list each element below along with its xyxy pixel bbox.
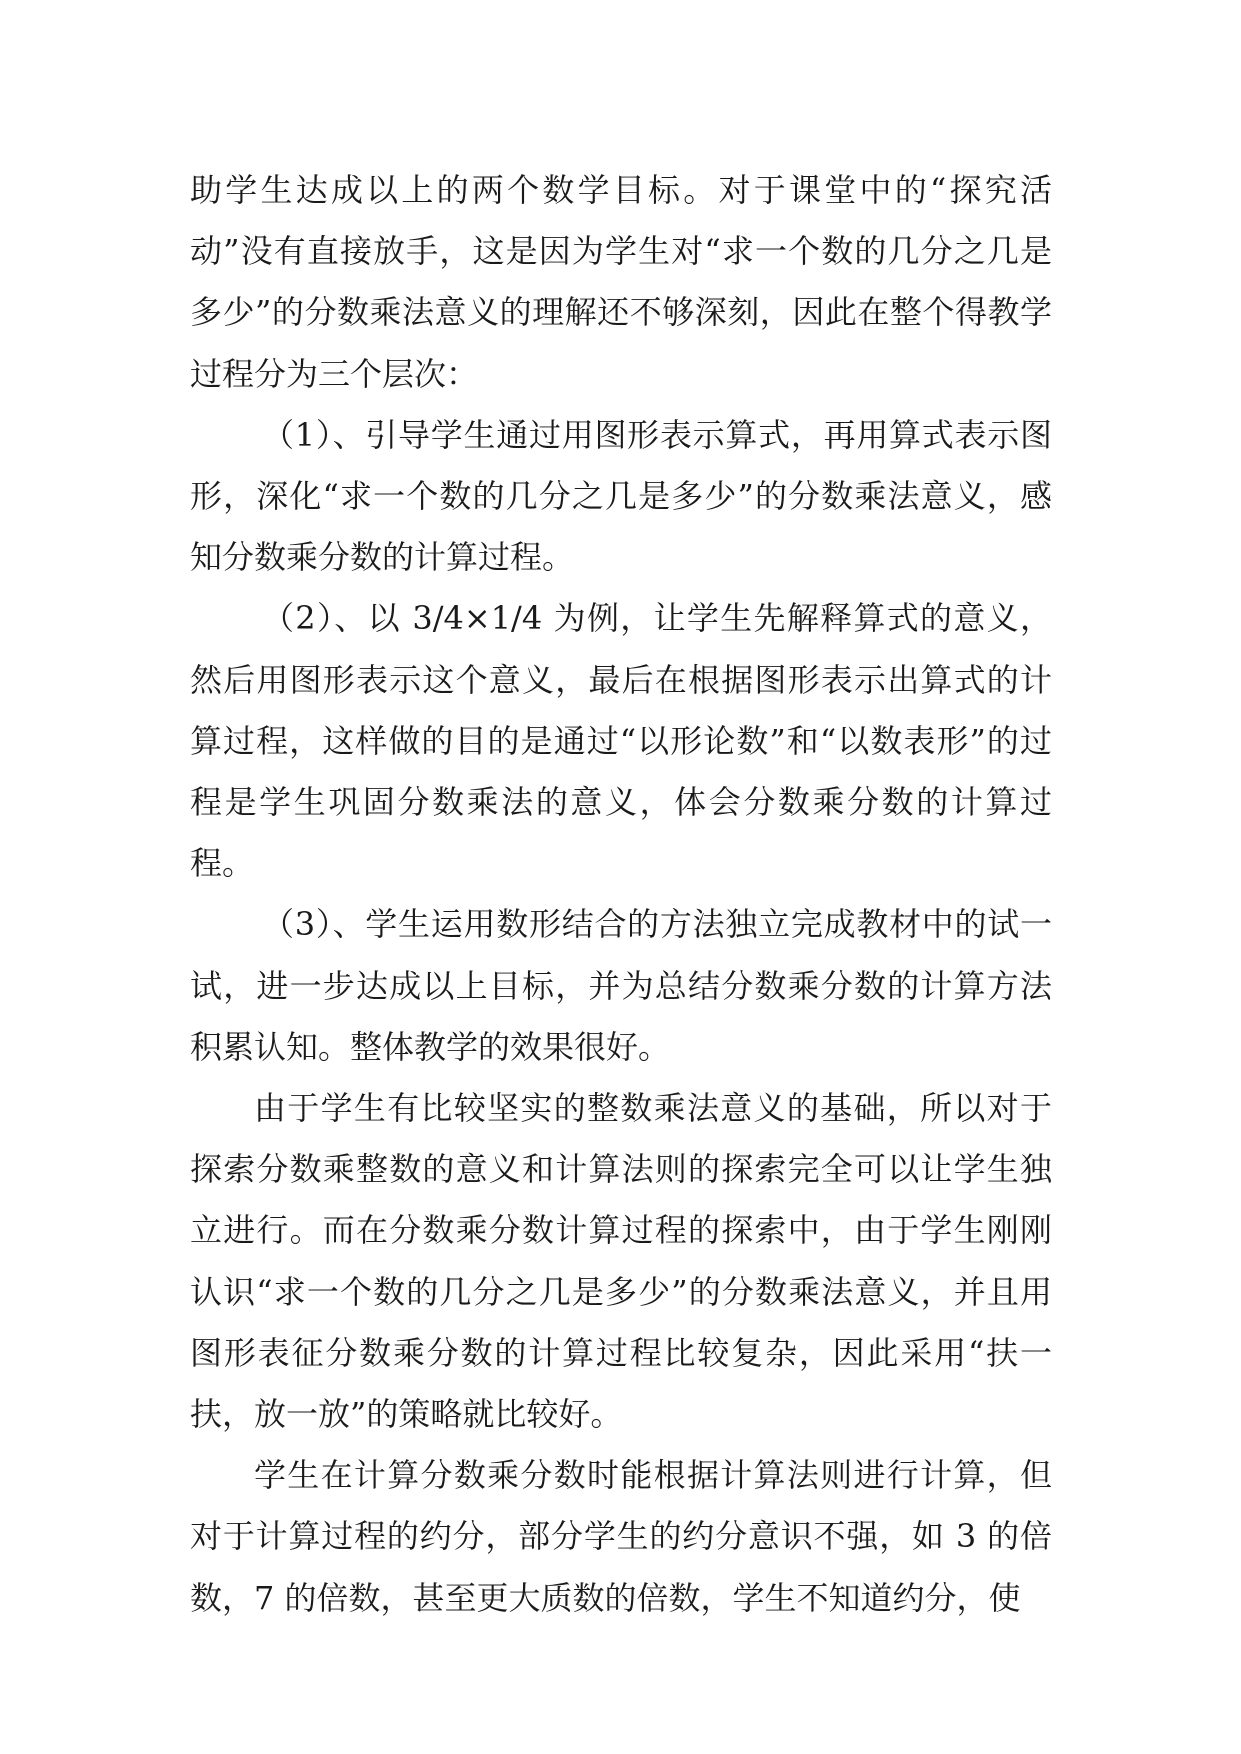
paragraph-level-3: （3）、学生运用数形结合的方法独立完成教材中的试一试，进一步达成以上目标，并为总结分数乘分数的计算方法积累认知。整体教学的效果很好。 [190,905,1052,1066]
document-page [190,160,1052,1629]
paragraph-continuation: 助学生达成以上的两个数学目标。对于课堂中的“探究活动”没有直接放手，这是因为学生对“求一个数的几分之几是多少”的分数乘法意义的理解还不够深刻，因此在整个得教学过程分为三个层次： [190,171,1052,393]
paragraph-level-1: （1）、引导学生通过用图形表示算式，再用算式表示图形，深化“求一个数的几分之几是多少”的分数乘法意义，感知分数乘分数的计算过程。 [190,415,1052,577]
paragraph-strategy: 由于学生有比较坚实的整数乘法意义的基础，所以对于探索分数乘整数的意义和计算法则的探索完全可以让学生独立进行。而在分数乘分数计算过程的探索中，由于学生刚刚认识“求一个数的几分之几是多少”的分数乘法意义，并且用图形表征分数乘分数的计算过程比较复杂，因此采用“扶一扶，放一放”的策略就比较好。 [190,1089,1052,1434]
paragraph-reduction: 学生在计算分数乘分数时能根据计算法则进行计算，但对于计算过程的约分，部分学生的约分意识不强，如 3 的倍数，7 的倍数，甚至更大质数的倍数，学生不知道约分，使 [190,1456,1052,1617]
paragraph-level-2: （2）、以 3/4×1/4 为例，让学生先解释算式的意义，然后用图形表示这个意义，最后在根据图形表示出算式的计算过程，这样做的目的是通过“以形论数”和“以数表形”的过程是学生巩固分数乘法的意义，体会分数乘分数的计算过程。 [190,599,1052,883]
